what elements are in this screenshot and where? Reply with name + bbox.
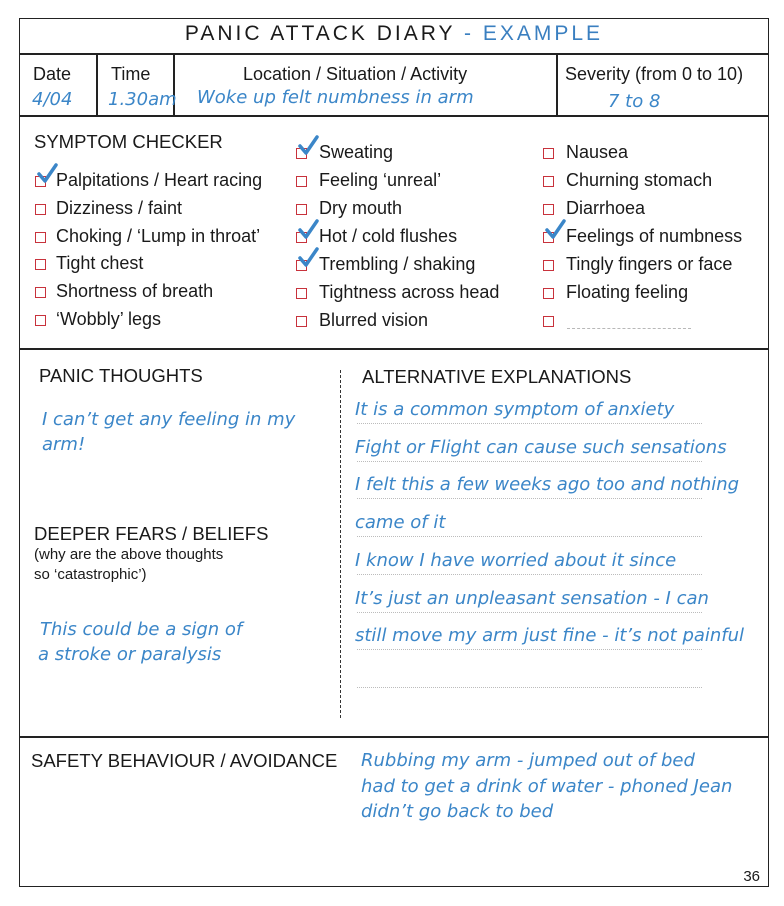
blank-symptom-line xyxy=(567,328,691,329)
alternative-explanation-line: still move my arm just fine - it’s not painful xyxy=(355,625,745,647)
symptom-label: Floating feeling xyxy=(566,282,689,302)
symptom-checkbox[interactable] xyxy=(296,316,307,327)
symptom-checkbox[interactable] xyxy=(543,260,554,271)
alternative-explanation-line: It is a common symptom of anxiety xyxy=(355,399,675,420)
title-separator: - xyxy=(455,22,483,45)
symptom-checkbox[interactable] xyxy=(35,204,46,215)
symptom-label: Blurred vision xyxy=(319,310,429,330)
alternative-explanation-line: I know I have worried about it since xyxy=(355,549,677,571)
checkmark-icon xyxy=(297,247,319,269)
symptom-checkbox[interactable] xyxy=(543,148,554,159)
symptom-checkbox[interactable] xyxy=(296,176,307,187)
location-label: Location / Situation / Activity xyxy=(243,64,468,84)
divider xyxy=(19,53,769,55)
deeper-fears-subheading: (why are the above thoughts xyxy=(34,546,224,563)
deeper-fear-line: This could be a sign of xyxy=(40,619,243,640)
safety-line: didn’t go back to bed xyxy=(361,801,554,822)
symptom-label: ‘Wobbly’ legs xyxy=(56,309,162,329)
symptom-checkbox[interactable] xyxy=(35,232,46,243)
divider xyxy=(96,53,98,115)
location-value: Woke up felt numbness in arm xyxy=(197,87,474,108)
panic-thought-line: I can’t get any feeling in my xyxy=(42,409,296,430)
column-divider xyxy=(340,370,341,718)
symptom-label: Dry mouth xyxy=(319,198,403,218)
symptom-checkbox[interactable] xyxy=(35,315,46,326)
writing-line xyxy=(357,461,702,462)
symptom-label: Tightness across head xyxy=(319,282,500,302)
safety-line: Rubbing my arm - jumped out of bed xyxy=(361,750,695,771)
symptom-label: Churning stomach xyxy=(566,170,713,190)
symptom-label: Trembling / shaking xyxy=(319,254,476,274)
alternative-explanation-line: I felt this a few weeks ago too and nothing xyxy=(355,474,740,496)
symptom-checkbox[interactable] xyxy=(543,204,554,215)
writing-line xyxy=(357,687,702,688)
alternative-explanation-line: Fight or Flight can cause such sensations xyxy=(355,436,727,458)
date-value: 4/04 xyxy=(32,89,73,110)
deeper-fears-heading: DEEPER FEARS / BELIEFS xyxy=(34,523,269,544)
checkmark-icon xyxy=(544,219,566,241)
divider xyxy=(19,115,769,117)
writing-line xyxy=(357,423,702,424)
symptom-checkbox[interactable] xyxy=(35,259,46,270)
safety-line: had to get a drink of water - phoned Jean xyxy=(361,776,733,797)
writing-line xyxy=(357,536,702,537)
time-label: Time xyxy=(111,64,151,84)
symptom-label: Shortness of breath xyxy=(56,281,214,302)
symptom-label: Hot / cold flushes xyxy=(319,226,458,246)
symptom-checkbox[interactable] xyxy=(543,176,554,187)
writing-line xyxy=(357,612,702,613)
panic-thought-line: arm! xyxy=(42,434,86,455)
symptom-label: Tingly fingers or face xyxy=(566,254,733,274)
date-label: Date xyxy=(33,64,72,84)
symptom-label: Palpitations / Heart racing xyxy=(56,170,263,190)
symptom-label: Choking / ‘Lump in throat’ xyxy=(56,225,261,246)
writing-line xyxy=(357,574,702,575)
divider xyxy=(19,348,769,350)
symptom-checkbox[interactable] xyxy=(296,288,307,299)
title-text: PANIC ATTACK DIARY xyxy=(184,22,456,45)
symptom-label: Tight chest xyxy=(56,253,144,274)
symptom-label: Feeling ‘unreal’ xyxy=(319,170,442,190)
checkmark-icon xyxy=(297,135,319,157)
title-suffix: EXAMPLE xyxy=(482,22,604,45)
symptom-checkbox[interactable] xyxy=(35,287,46,298)
symptom-label: Sweating xyxy=(319,142,394,162)
alternative-explanations-heading: ALTERNATIVE EXPLANATIONS xyxy=(362,366,632,387)
symptom-checker-heading: SYMPTOM CHECKER xyxy=(34,131,223,152)
deeper-fear-line: a stroke or paralysis xyxy=(38,644,222,665)
safety-behaviour-heading: SAFETY BEHAVIOUR / AVOIDANCE xyxy=(31,750,338,771)
severity-value: 7 to 8 xyxy=(608,91,661,112)
symptom-checkbox[interactable] xyxy=(543,316,554,327)
writing-line xyxy=(357,498,702,499)
writing-line xyxy=(357,649,702,650)
alternative-explanation-line: came of it xyxy=(355,512,446,534)
divider xyxy=(556,53,558,115)
symptom-label: Nausea xyxy=(566,142,629,162)
checkmark-icon xyxy=(297,219,319,241)
time-value: 1.30am xyxy=(108,89,177,110)
symptom-label: Diarrhoea xyxy=(566,198,646,218)
deeper-fears-subheading: so ‘catastrophic’) xyxy=(34,566,147,583)
checkmark-icon xyxy=(36,163,58,185)
symptom-checkbox[interactable] xyxy=(296,204,307,215)
panic-thoughts-heading: PANIC THOUGHTS xyxy=(39,365,203,386)
severity-label: Severity (from 0 to 10) xyxy=(565,64,744,84)
symptom-checkbox[interactable] xyxy=(543,288,554,299)
alternative-explanation-line: It’s just an unpleasant sensation - I can xyxy=(355,587,709,609)
symptom-label: Dizziness / faint xyxy=(56,197,183,218)
divider xyxy=(19,736,769,738)
symptom-label: Feelings of numbness xyxy=(566,226,743,246)
page-title xyxy=(19,22,769,46)
page-number: 36 xyxy=(743,868,760,885)
